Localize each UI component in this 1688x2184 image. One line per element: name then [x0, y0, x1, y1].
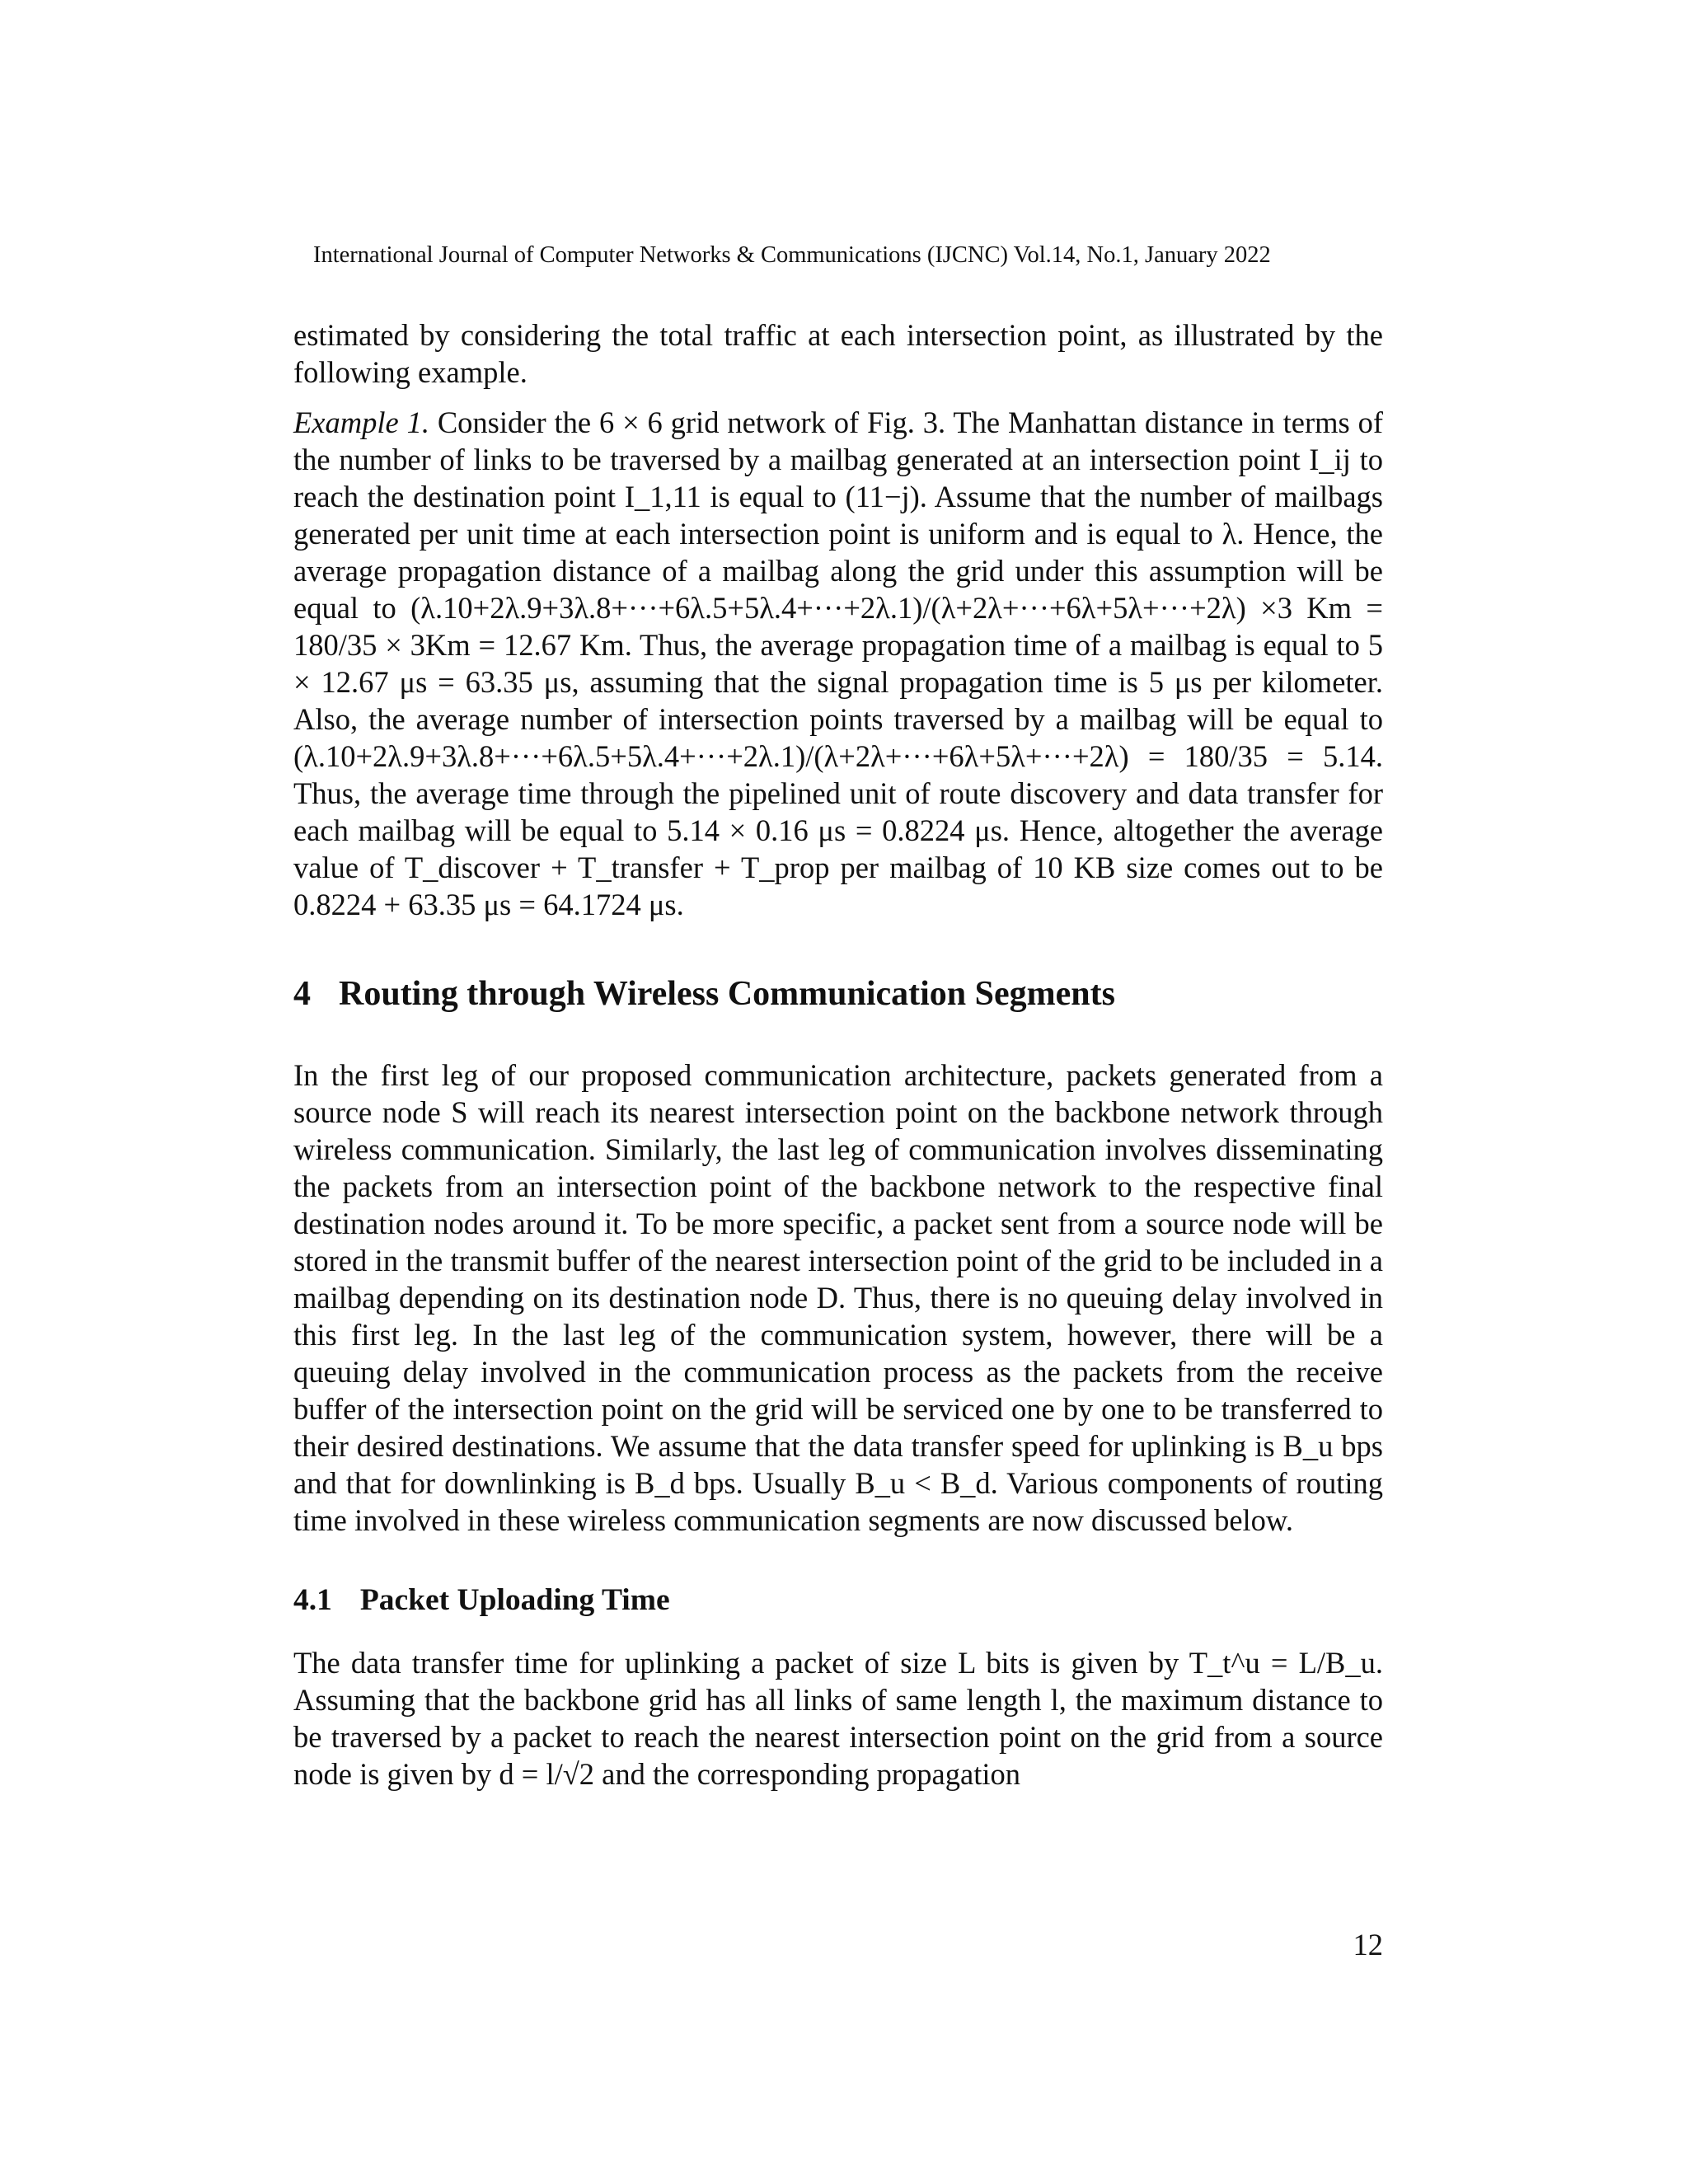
example-label: Example 1. — [293, 405, 429, 439]
intro-paragraph: estimated by considering the total traffic at each intersection point, as illustrated by the following example. — [293, 318, 1383, 389]
section-title: Routing through Wireless Communication Segments — [339, 975, 1115, 1013]
section-paragraph: In the first leg of our proposed communication architecture, packets generated from a source node S will reach its nearest intersection point on the backbone network through wireless communication. Similarly, the last leg of communication involves disseminating the packets from an intersection point of the backbone network to the respective final destination nodes around it. To be more specific, a packet sent from a source node will be stored in the transmit buffer of the nearest intersection point of the grid to be included in a mailbag depending on its destination node D. Thus, there is no queuing delay involved in this first leg. In the last leg of the communication system, however, there will be a queuing delay involved in the communication process as the packets from the receive buffer of the intersection point on the grid will be serviced one by one to be transferred to their desired destinations. We assume that the data transfer speed for uplinking is B_u bps and that for downlinking is B_d bps. Usually B_u < B_d. Various components of routing time involved in these wireless communication segments are now discussed below. — [293, 1058, 1383, 1537]
subsection-heading — [293, 1582, 1383, 1619]
page-number: 12 — [1353, 1928, 1383, 1961]
page-body — [293, 316, 1383, 1793]
example-body: Consider the 6 × 6 grid network of Fig. 3. The Manhattan distance in terms of the number of links to be traversed by a mailbag generated at an intersection point I_ij to reach the destination point I_1,11 is equal to (11−j). Assume that the number of mailbags generated per unit time at each intersection point is uniform and is equal to λ. Hence, the average propagation distance of a mailbag along the grid under this assumption will be equal to (λ.10+2λ.9+3λ.8+···+6λ.5+5λ.4+···+2λ.1)/(λ+2λ+···+6λ+5λ+···+2λ) ×3 Km = 180/35 × 3Km = 12.67 Km. Thus, the average propagation time of a mailbag is equal to 5 × 12.67 μs = 63.35 μs, assuming that the signal propagation time is 5 μs per kilometer. Also, the average number of intersection points traversed by a mailbag will be equal to (λ.10+2λ.9+3λ.8+···+6λ.5+5λ.4+···+2λ.1)/(λ+2λ+···+6λ+5λ+···+2λ) = 180/35 = 5.14. Thus, the average time through the pipelined unit of route discovery and data transfer for each mailbag will be equal to 5.14 × 0.16 μs = 0.8224 μs. Hence, altogether the average value of T_discover + T_transfer + T_prop per mailbag of 10 KB size comes out to be 0.8224 + 63.35 μs = 64.1724 μs. — [293, 405, 1383, 921]
section-number: 4 — [293, 975, 311, 1013]
subsection-paragraph: The data transfer time for uplinking a packet of size L bits is given by T_t^u = L/B_u. Assuming that the backbone grid has all links of same length l, the maximum distance to be traversed by a packet to reach the nearest intersection point on the grid from a source node is given by d = l/√2 and the corresponding propagation — [293, 1646, 1383, 1791]
subsection-title: Packet Uploading Time — [359, 1583, 670, 1617]
section-heading — [293, 972, 1383, 1015]
subsection-number: 4.1 — [293, 1583, 332, 1617]
example-paragraph — [293, 404, 1383, 923]
running-header: International Journal of Computer Networks & Communications (IJCNC) Vol.14, No.1, January 2022 — [313, 242, 1271, 268]
